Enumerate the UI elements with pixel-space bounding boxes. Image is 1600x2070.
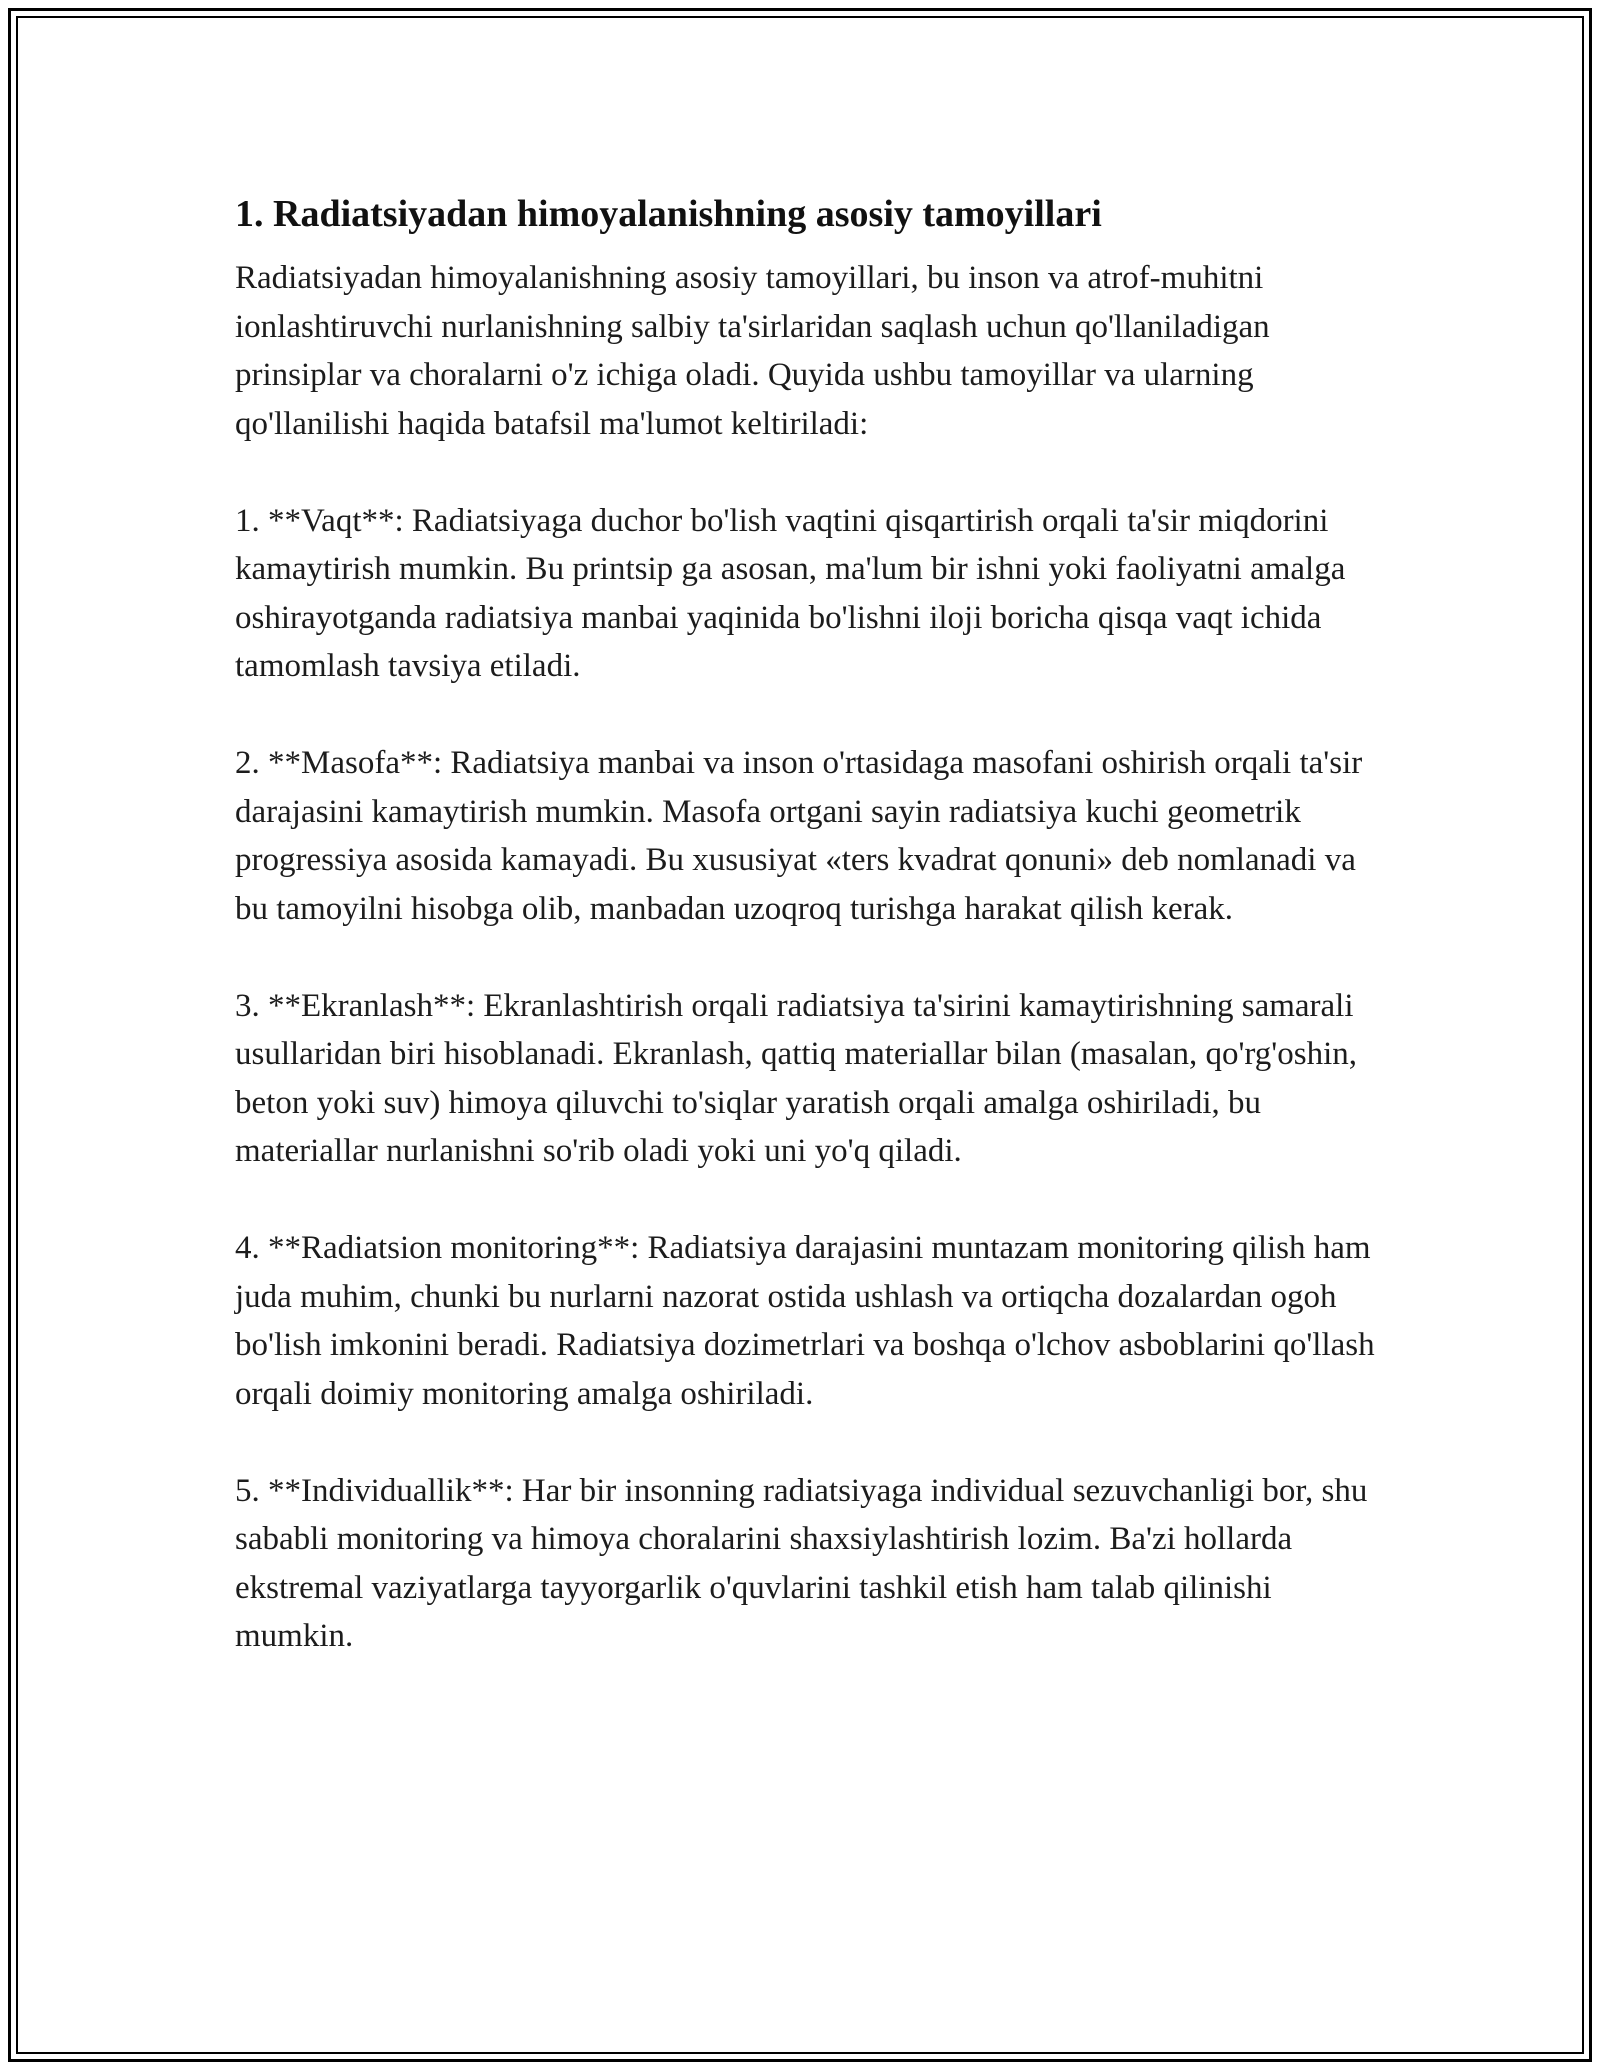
principle-time-paragraph: 1. **Vaqt**: Radiatsiyaga duchor bo'lish vaqtini qisqartirish orqali ta'sir miqdorini kamaytirish mumkin. Bu printsip ga asosan, ma'lum bir ishni yoki faoliyatni amalga oshirayotganda radiatsiya manbai yaqinida bo'lishni iloji boricha qisqa vaqt ichida tamomlash tavsiya etiladi. — [235, 502, 1346, 684]
principle-individuality-paragraph: 5. **Individuallik**: Har bir insonning radiatsiyaga individual sezuvchanligi bor, shu sababli monitoring va himoya choralarini shaxsiylashtirish lozim. Ba'zi hollarda ekstremal vaziyatlarga tayyorgarlik o'quvlarini tashkil etish ham talab qilinishi mumkin. — [235, 1472, 1368, 1654]
principle-distance-paragraph: 2. **Masofa**: Radiatsiya manbai va inson o'rtasidaga masofani oshirish orqali ta'sir darajasini kamaytirish mumkin. Masofa ortgani sayin radiatsiya kuchi geometrik progressiya asosida kamayadi. Bu xususiyat «ters kvadrat qonuni» deb nomlanadi va bu tamoyilni hisobga olib, manbadan uzoqroq turishga harakat qilish kerak. — [235, 745, 1363, 927]
intro-paragraph: Radiatsiyadan himoyalanishning asosiy tamoyillari, bu inson va atrof-muhitni ionlashtiruvchi nurlanishning salbiy ta'sirlaridan saqlash uchun qo'llaniladigan prinsiplar va choralarni o'z ichiga oladi. Quyida ushbu tamoyillar va ularning qo'llanilishi haqida batafsil ma'lumot keltiriladi: — [235, 260, 1270, 442]
principle-monitoring-paragraph: 4. **Radiatsion monitoring**: Radiatsiya darajasini muntazam monitoring qilish ham juda muhim, chunki bu nurlarni nazorat ostida ushlash va ortiqcha dozalardan ogoh bo'lish imkonini beradi. Radiatsiya dozimetrlari va boshqa o'lchov asboblarini qo'llash orqali doimiy monitoring amalga oshiriladi. — [235, 1230, 1375, 1412]
section-heading: 1. Radiatsiyadan himoyalanishning asosiy tamoyillari — [235, 193, 1102, 235]
document-body — [235, 186, 1375, 1709]
principle-shielding-paragraph: 3. **Ekranlash**: Ekranlashtirish orqali radiatsiya ta'sirini kamaytirishning samarali usullaridan biri hisoblanadi. Ekranlash, qattiq materiallar bilan (masalan, qo'rg'oshin, beton yoki suv) himoya qiluvchi to'siqlar yaratish orqali amalga oshiriladi, bu materiallar nurlanishni so'rib oladi yoki uni yo'q qiladi. — [235, 987, 1357, 1169]
